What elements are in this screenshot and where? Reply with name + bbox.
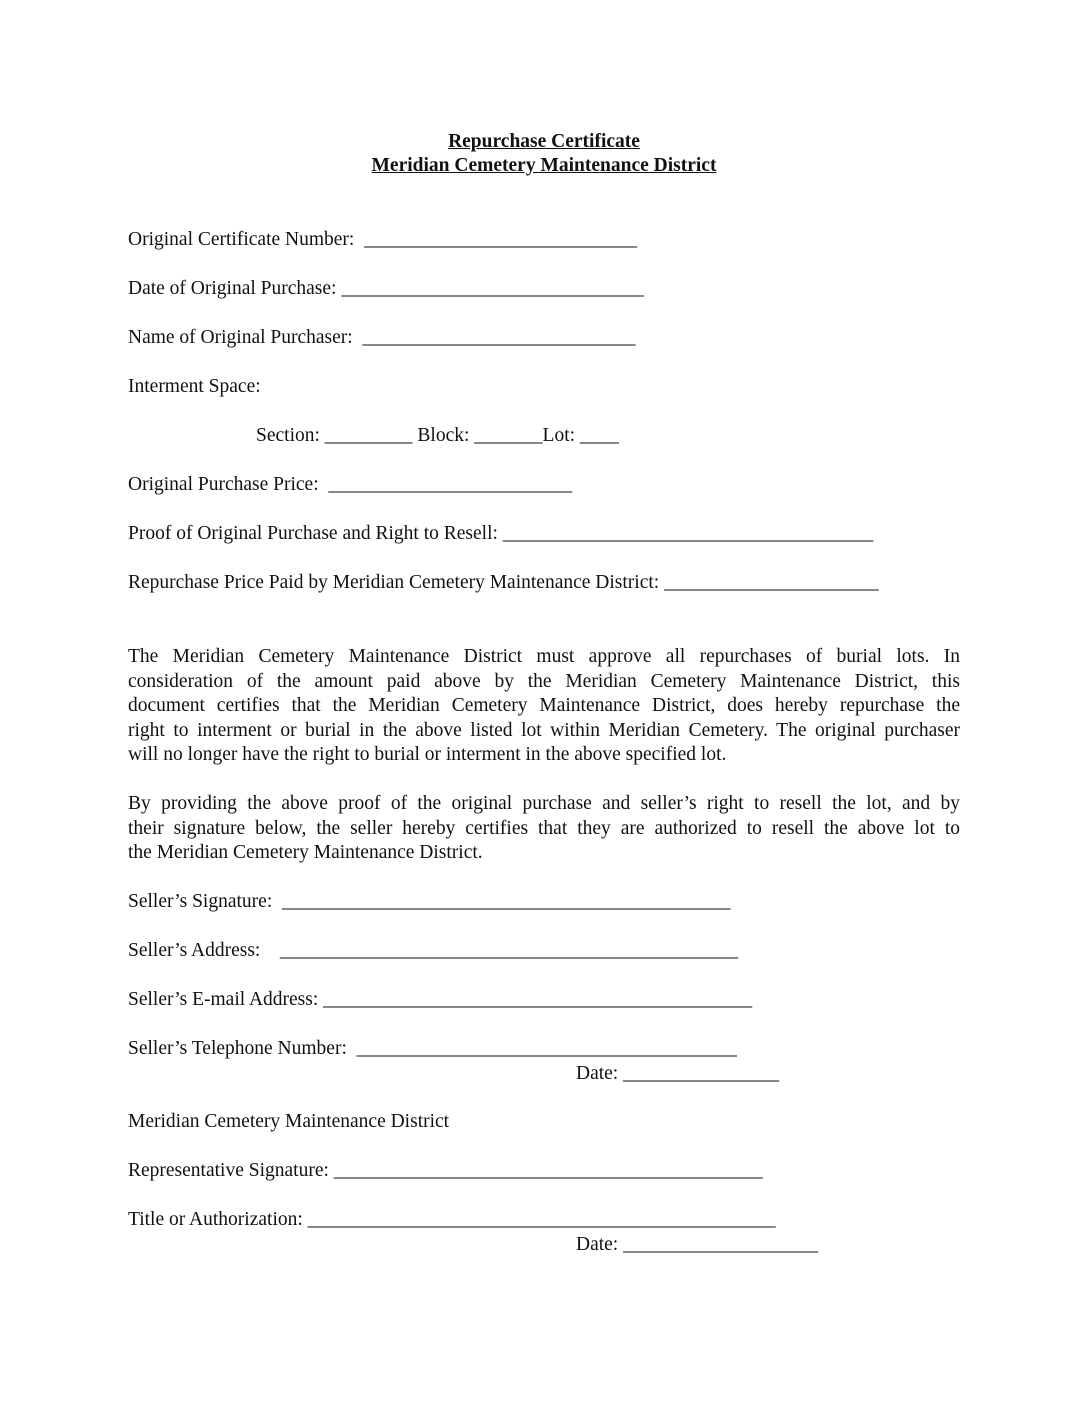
paragraph-line: The Meridian Cemetery Maintenance District must approve all repurchases of burial lots. In	[128, 646, 960, 667]
document-subtitle: Meridian Cemetery Maintenance District	[371, 155, 717, 176]
name-of-original-purchaser-field[interactable]: Name of Original Purchaser: ____________________________	[128, 327, 636, 348]
paragraph-line: document certifies that the Meridian Cemetery Maintenance District, does hereby repurchase the	[128, 695, 960, 716]
district-date-field[interactable]: Date: ____________________	[576, 1234, 819, 1255]
date-of-original-purchase-field[interactable]: Date of Original Purchase: _______________________________	[128, 278, 644, 299]
paragraph-line: their signature below, the seller hereby certifies that they are authorized to resell the above lot to	[128, 817, 960, 839]
seller-address-field[interactable]: Seller’s Address: _______________________________________________	[128, 940, 739, 961]
paragraph-line: By providing the above proof of the original purchase and seller’s right to resell the lot, and by	[128, 793, 960, 814]
paragraph-line: will no longer have the right to burial or interment in the above specified lot.	[128, 744, 727, 765]
paragraph-line: the Meridian Cemetery Maintenance District.	[128, 842, 483, 863]
seller-date-field[interactable]: Date: ________________	[576, 1063, 780, 1084]
representative-signature-field[interactable]: Representative Signature: ____________________________________________	[128, 1160, 763, 1181]
seller-email-field[interactable]: Seller’s E-mail Address: ____________________________________________	[128, 989, 753, 1010]
repurchase-price-field[interactable]: Repurchase Price Paid by Meridian Cemetery Maintenance District: ______________________	[128, 572, 879, 593]
section-block-lot-fields[interactable]: Section: _________ Block: _______Lot: ____	[256, 425, 619, 446]
paragraph-line: right to interment or burial in the above listed lot within Meridian Cemetery. The original purchaser	[128, 719, 960, 741]
title-or-authorization-field[interactable]: Title or Authorization: ________________________________________________	[128, 1209, 776, 1230]
paragraph-line: consideration of the amount paid above by the Meridian Cemetery Maintenance District, this	[128, 670, 960, 692]
original-certificate-number-field[interactable]: Original Certificate Number: ____________________________	[128, 229, 638, 250]
approval-paragraph	[128, 645, 960, 768]
certification-paragraph	[128, 792, 960, 866]
document-title: Repurchase Certificate	[448, 131, 640, 152]
seller-telephone-field[interactable]: Seller’s Telephone Number: _______________________________________	[128, 1038, 737, 1059]
seller-signature-field[interactable]: Seller’s Signature: ______________________________________________	[128, 891, 731, 912]
original-purchase-price-field[interactable]: Original Purchase Price: _________________________	[128, 474, 573, 495]
proof-of-purchase-field[interactable]: Proof of Original Purchase and Right to Resell: ______________________________________	[128, 523, 874, 544]
interment-space-label: Interment Space:	[128, 376, 261, 397]
district-name: Meridian Cemetery Maintenance District	[128, 1111, 450, 1132]
